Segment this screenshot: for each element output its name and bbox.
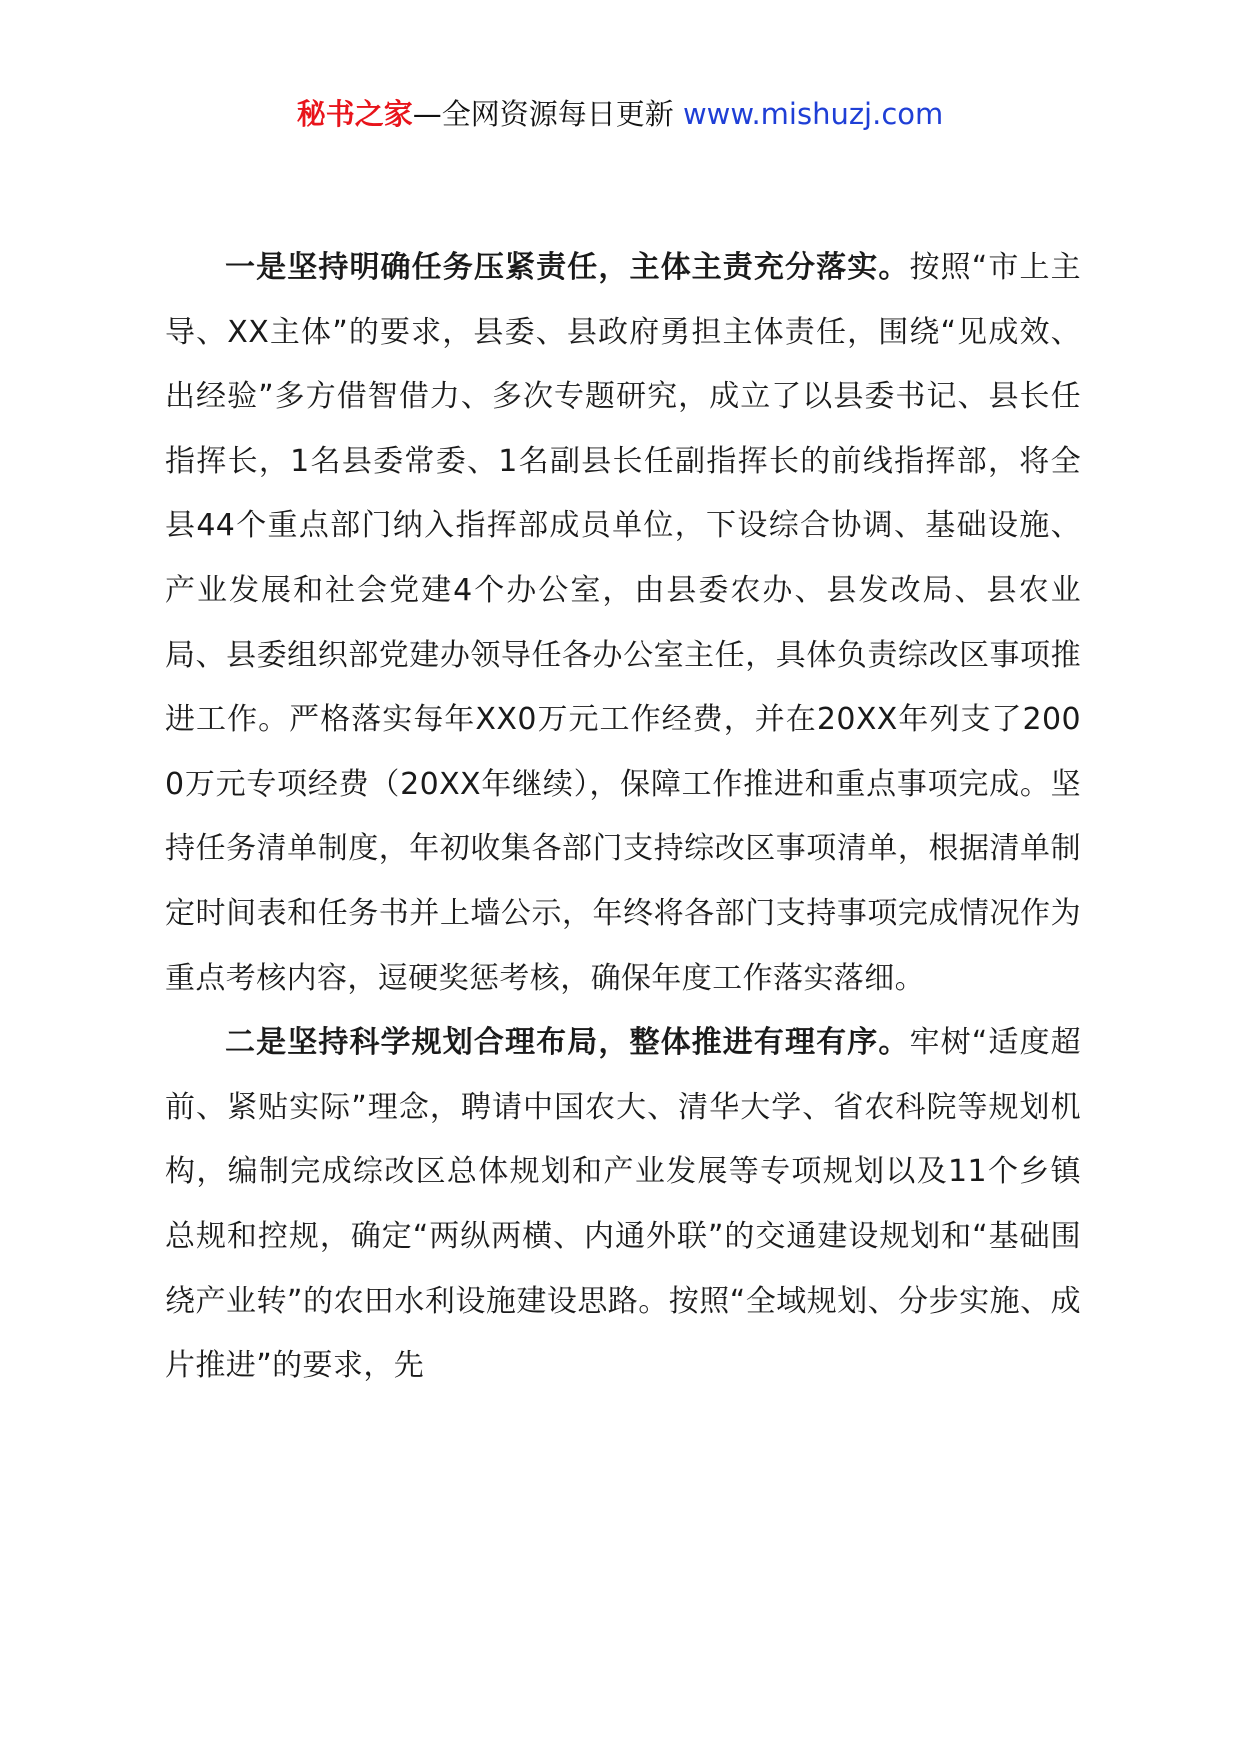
paragraph-1-text: 按照“市上主导、XX主体”的要求，县委、县政府勇担主体责任，围绕“见成效、出经验”多方借智借力、多次专题研究，成立了以县委书记、县长任指挥长，1名县委常委、1名副县长任副指挥长的前线指挥部，将全县44个重点部门纳入指挥部成员单位，下设综合协调、基础设施、产业发展和社会党建4个办公室，由县委农办、县发改局、县农业局、县委组织部党建办领导任各办公室主任，具体负责综改区事项推进工作。严格落实每年XX0万元工作经费，并在20XX年列支了2000万元专项经费（20XX年继续），保障工作推进和重点事项完成。坚持任务清单制度，年初收集各部门支持综改区事项清单，根据清单制定时间表和任务书并上墙公示，年终将各部门支持事项完成情况作为重点考核内容，逗硬奖惩考核，确保年度工作落实落细。 bbox=[165, 250, 1081, 996]
paragraph-1-lead: 一是坚持明确任务压紧责任，主体主责充分落实。 bbox=[225, 250, 910, 285]
site-url-link[interactable]: www.mishuzj.com bbox=[682, 97, 944, 131]
paragraph-1 bbox=[165, 236, 1081, 1011]
paragraph-2-lead: 二是坚持科学规划合理布局，整体推进有理有序。 bbox=[225, 1025, 910, 1061]
header-tagline: —全网资源每日更新 bbox=[412, 97, 683, 131]
page-header bbox=[0, 94, 1240, 134]
paragraph-2-text: 牢树“适度超前、紧贴实际”理念，聘请中国农大、清华大学、省农科院等规划机构，编制完成综改区总体规划和产业发展等专项规划以及11个乡镇总规和控规，确定“两纵两横、内通外联”的交通建设规划和“基础围绕产业转”的农田水利设施建设思路。按照“全域规划、分步实施、成片推进”的要求，先 bbox=[165, 1025, 1081, 1384]
document-body bbox=[165, 236, 1081, 1399]
paragraph-2 bbox=[165, 1011, 1081, 1399]
brand-name: 秘书之家 bbox=[296, 97, 413, 131]
